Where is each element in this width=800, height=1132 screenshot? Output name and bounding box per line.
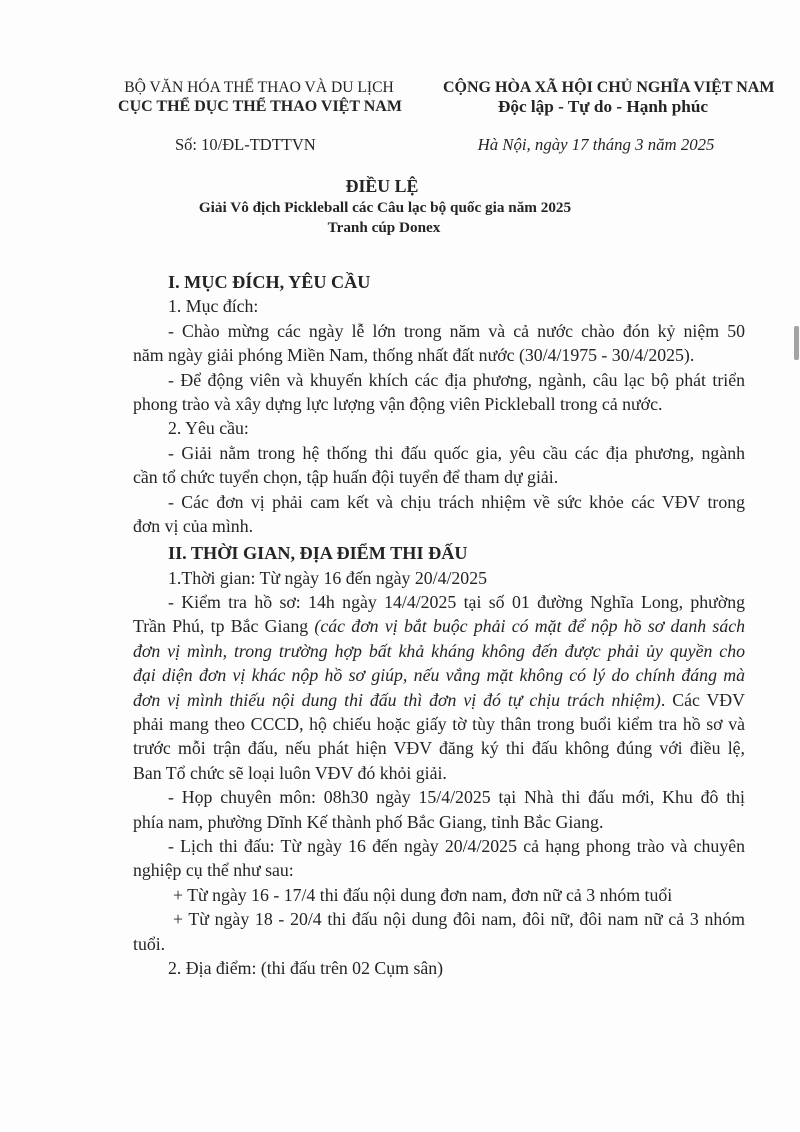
purpose-item-2-line-2: phong trào và xây dựng lực lượng vận động viên Pickleball trong cả nước. [133,393,663,414]
section-2-heading: II. THỜI GIAN, ĐỊA ĐIỂM THI ĐẤU [168,543,468,564]
requirement-item-1-line-2: cần tổ chức tuyển chọn, tập huấn đội tuyển để tham dự giải. [133,467,559,488]
purpose-label: 1. Mục đích: [168,296,259,317]
document-number: Số: 10/ĐL-TDTTVN [175,135,316,154]
document-check-note-end: đơn vị mình thiếu nội dung thi đấu thì đơn vị đó tự chịu trách nhiệm) [133,689,661,710]
purpose-item-1-line-1: - Chào mừng các ngày lễ lớn trong năm và cả nước chào đón kỷ niệm 50 [168,320,745,341]
document-check-line-6: phải mang theo CCCD, hộ chiếu hoặc giấy tờ tùy thân trong buổi kiểm tra hồ sơ và [133,714,745,735]
time-label: 1.Thời gian: Từ ngày 16 đến ngày 20/4/2025 [168,567,487,588]
document-check-note: (các đơn vị bắt buộc phải có mặt để nộp hồ sơ danh sách [314,616,745,637]
schedule-singles: + Từ ngày 16 - 17/4 thi đấu nội dung đơn nam, đơn nữ cả 3 nhóm tuổi [173,884,673,905]
agency-name: CỤC THỂ DỤC THỂ THAO VIỆT NAM [118,98,402,115]
tournament-cup: Tranh cúp Donex [327,219,441,236]
purpose-item-2-line-1: - Để động viên và khuyến khích các địa phương, ngành, câu lạc bộ phát triển [168,369,745,390]
technical-meeting-line-1: - Họp chuyên môn: 08h30 ngày 15/4/2025 tại Nhà thi đấu mới, Khu đô thị [168,787,745,808]
document-check-line-7: trước mỗi trận đấu, nếu phát hiện VĐV đăng ký thi đấu không đúng với điều lệ, [133,738,745,759]
document-check-location: Trần Phú, tp Bắc Giang [133,616,315,637]
technical-meeting-line-2: phía nam, phường Dĩnh Kế thành phố Bắc Giang, tỉnh Bắc Giang. [133,811,604,832]
requirement-item-2-line-2: đơn vị của mình. [133,515,254,536]
document-check-line-1: - Kiểm tra hồ sơ: 14h ngày 14/4/2025 tại số 01 đường Nghĩa Long, phường [168,592,745,613]
document-check-line-3: đơn vị mình, trong trường hợp bất khả kháng không đến được phải ủy quyền cho [133,640,745,661]
document-check-line-5 [133,688,745,712]
tournament-name: Giải Vô địch Pickleball các Câu lạc bộ quốc gia năm 2025 [198,199,572,216]
document-type-title: ĐIỀU LỆ [345,176,419,196]
schedule-line-1: - Lịch thi đấu: Từ ngày 16 đến ngày 20/4/2025 cả hạng phong trào và chuyên [168,835,745,856]
document-check-line-8: Ban Tổ chức sẽ loại luôn VĐV đó khỏi giải. [133,762,447,783]
id-requirement-start: . Các VĐV [660,689,745,710]
section-1-heading: I. MỤC ĐÍCH, YÊU CẦU [168,272,371,292]
place-and-date: Hà Nội, ngày 17 tháng 3 năm 2025 [477,135,715,154]
schedule-doubles-line-1: + Từ ngày 18 - 20/4 thi đấu nội dung đôi nam, đôi nữ, đôi nam nữ cả 3 nhóm [173,909,745,930]
country-name: CỘNG HÒA XÃ HỘI CHỦ NGHĨA VIỆT NAM [443,79,775,96]
agency-parent: BỘ VĂN HÓA THỂ THAO VÀ DU LỊCH [124,79,394,96]
document-body [133,270,745,980]
requirements-label: 2. Yêu cầu: [168,418,249,439]
scan-artifact [794,326,799,360]
document-check-line-2 [133,614,745,638]
schedule-line-2: nghiệp cụ thể như sau: [133,860,294,881]
national-motto: Độc lập - Tự do - Hạnh phúc [497,97,709,116]
requirement-item-2-line-1: - Các đơn vị phải cam kết và chịu trách nhiệm về sức khỏe các VĐV trong [168,491,745,512]
document-check-line-4: đại diện đơn vị khác nộp hồ sơ giúp, nếu vắng mặt không có lý do chính đáng mà [133,665,745,686]
requirement-item-1-line-1: - Giải nằm trong hệ thống thi đấu quốc gia, yêu cầu các địa phương, ngành [168,442,745,463]
schedule-doubles-line-2: tuổi. [133,933,166,954]
venue-label: 2. Địa điểm: (thi đấu trên 02 Cụm sân) [168,957,444,978]
purpose-item-1-line-2: năm ngày giải phóng Miền Nam, thống nhất đất nước (30/4/1975 - 30/4/2025). [133,345,695,366]
